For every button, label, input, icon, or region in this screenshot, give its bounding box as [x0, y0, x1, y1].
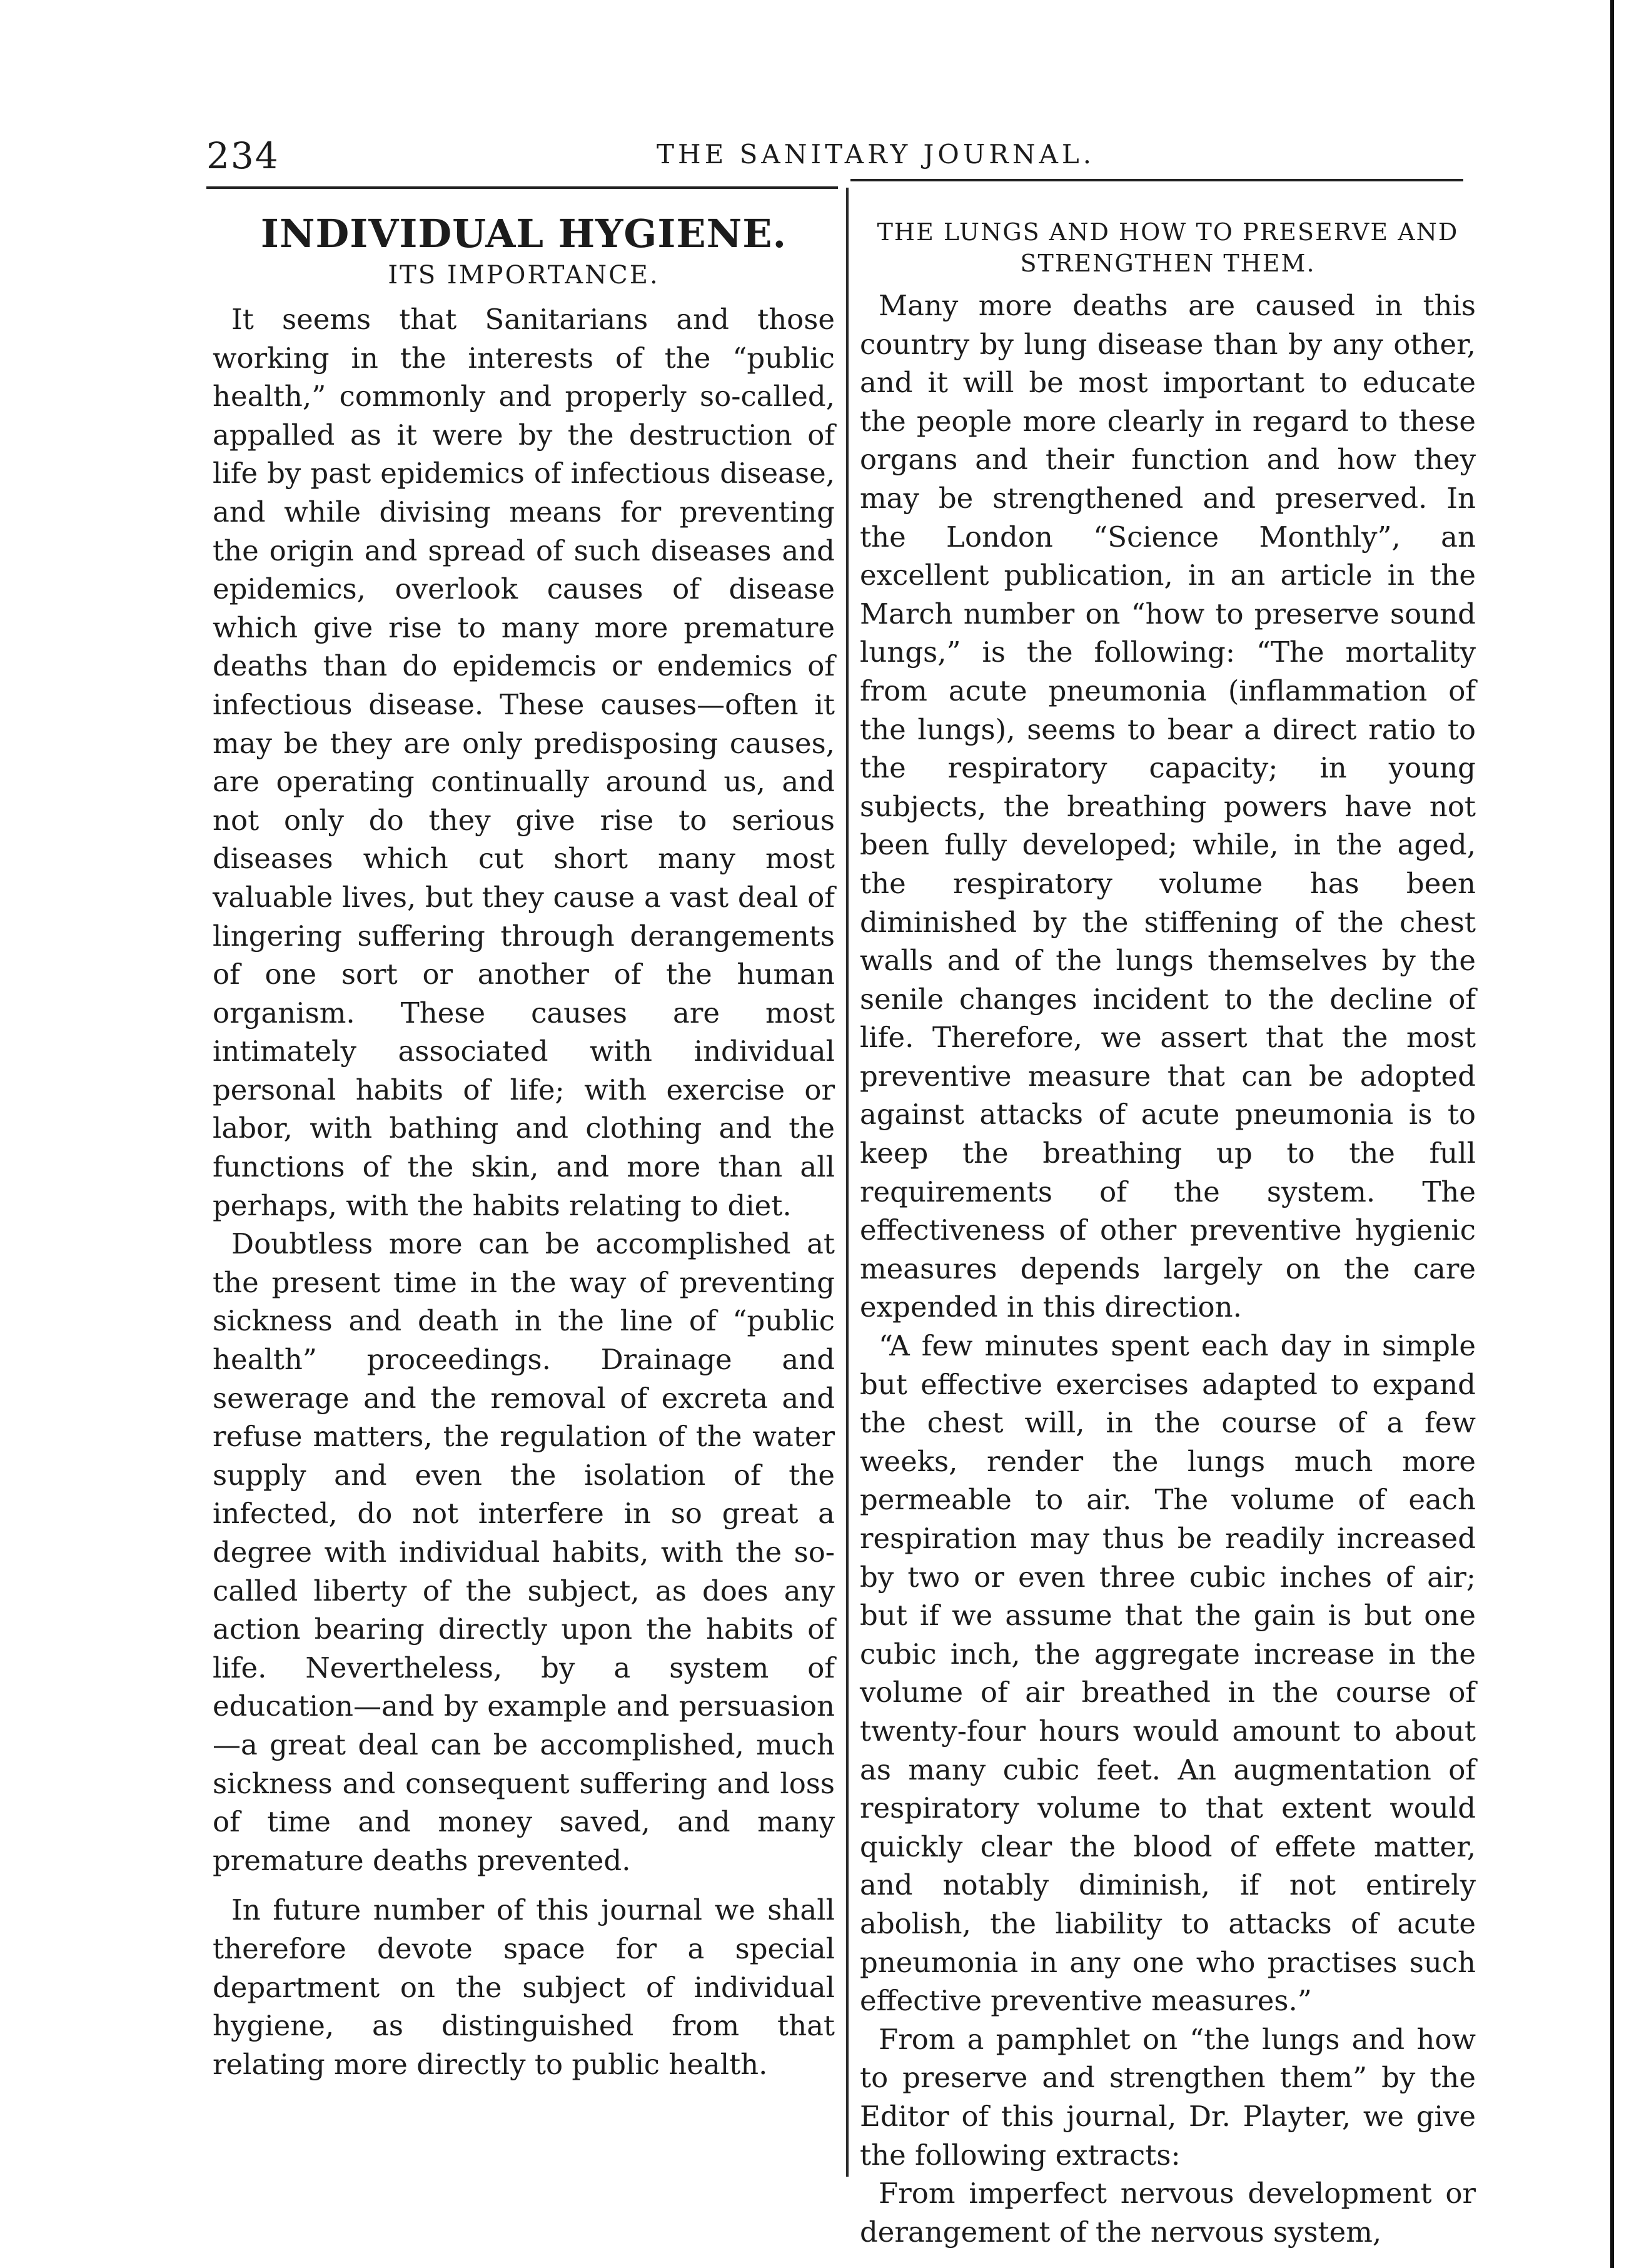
- paragraph: “A few minutes spent each day in simple but effective exercises adapted to expand the chest will, in the course of a few weeks, render the lungs much more permeable to air. The volume of each respiration may thus be readily increased by two or even three cubic inches of air; but if we assume that the gain is but one cubic inch, the aggregate increase in the volume of air breathed in the course of twenty-four hours would amount to about as many cubic feet. An augmentation of respiratory volume to that extent would quickly clear the blood of effete matter, and notably diminish, if not entirely abolish, the liability to attacks of acute pneumonia in any one who practises such effective preventive measures.”: [860, 1329, 1476, 2018]
- paragraph: Many more deaths are caused in this country by lung disease than by any other, and it will be most important to educate the people more clearly in regard to these organs and their function and how they may be strengthened and preserved. In the London “Science Monthly”, an excellent publication, in an article in the March number on “how to preserve sound lungs,” is the following: “The mortality from acute pneumonia (inflammation of the lungs), seems to bear a direct ratio to the respiratory capacity; in young subjects, the breathing powers have not been fully developed; while, in the aged, the respiratory volume has been diminished by the stiffening of the chest walls and of the lungs themselves by the senile changes incident to the decline of life. Therefore, we assert that the most preventive measure that can be adopted against attacks of acute pneumonia is to keep the breathing up to the full requirements of the system. The effectiveness of other preventive hygienic measures depends largely on the care expended in this direction.: [860, 289, 1476, 1324]
- paragraph: It seems that Sanitarians and those working in the interests of the “public health,” commonly and properly so-called, appalled as it were by the destruction of life by past epidemics of infectious disease, and while divising means for preventing the origin and spread of such diseases and epidemics, overlook causes of disease which give rise to many more premature deaths than do epidemcis or endemics of infectious disease. These causes—often it may be they are only predisposing causes, are operating continually around us, and not only do they give rise to serious diseases which cut short many most valuable lives, but they cause a vast deal of lingering suffering through derangements of one sort or another of the human organism. These causes are most intimately associated with individual personal habits of life; with exercise or labor, with bathing and clothing and the functions of the skin, and more than all perhaps, with the habits relating to diet.: [213, 303, 835, 1222]
- article-title-lungs: THE LUNGS AND HOW TO PRESERVE AND STRENGTHEN THEM.: [877, 218, 1459, 277]
- column-divider: [846, 188, 849, 2177]
- article-title-individual-hygiene: INDIVIDUAL HYGIENE.: [260, 211, 787, 256]
- paragraph: From a pamphlet on “the lungs and how to preserve and strengthen them” by the Editor of this journal, Dr. Playter, we give the following extracts:: [860, 2022, 1476, 2172]
- running-head: THE SANITARY JOURNAL.: [657, 139, 1096, 170]
- paragraph: Doubtless more can be accomplished at the present time in the way of preventing sickness and death in the line of “public health” proceedings. Drainage and sewerage and the removal of excreta and refuse matters, the regulation of the water supply and even the isolation of the infected, do not interfere in so great a degree with individual habits, with the so-called liberty of the subject, as does any action bearing directly upon the habits of life. Nevertheless, by a system of education—and by example and persuasion—a great deal can be accomplished, much sickness and consequent suffering and loss of time and money saved, and many premature deaths prevented.: [213, 1227, 835, 1877]
- page-number: 234: [206, 134, 280, 177]
- paragraph: In future number of this journal we shall therefore devote space for a special department on the subject of individual hygiene, as distinguished from that relating more directly to public health.: [213, 1893, 835, 2081]
- article-subtitle: ITS IMPORTANCE.: [388, 261, 660, 290]
- left-column: [213, 188, 835, 2083]
- header-rule-right: [850, 179, 1463, 181]
- page-edge-line: [1610, 0, 1614, 2268]
- right-column: [860, 188, 1476, 2251]
- paragraph: From imperfect nervous development or derangement of the nervous system,: [860, 2177, 1476, 2249]
